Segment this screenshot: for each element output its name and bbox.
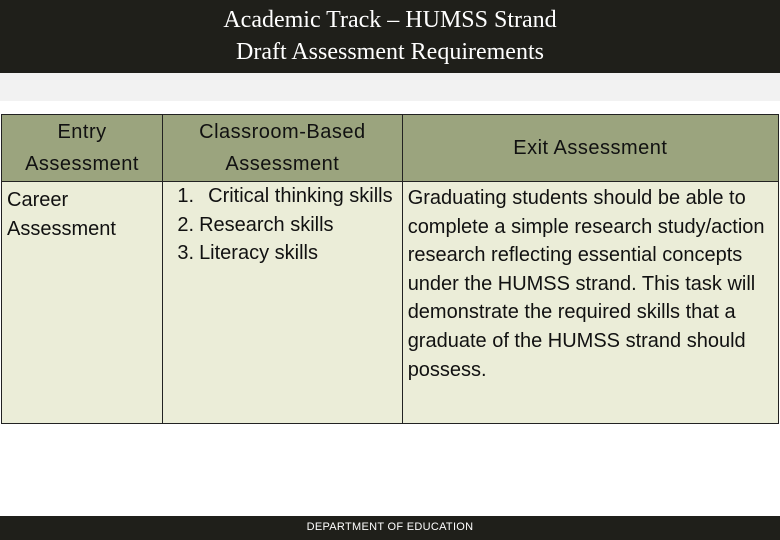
header-entry-assessment xyxy=(2,115,163,182)
header-classroom-assessment xyxy=(163,115,403,182)
list-item xyxy=(168,211,402,240)
classroom-assessment-cell xyxy=(163,182,403,424)
list-item-text: Critical thinking skills xyxy=(208,185,393,207)
header-classroom-line-1: Classroom-Based xyxy=(199,121,366,143)
list-item xyxy=(168,239,402,268)
header-entry-line-1: Entry xyxy=(57,121,107,143)
entry-body-line-1: Career xyxy=(7,189,69,211)
list-item-number: 1. xyxy=(177,185,195,207)
footer-bar xyxy=(0,516,780,540)
list-item-text: Research skills xyxy=(199,213,334,236)
slide-title xyxy=(0,0,780,73)
title-line-2: Draft Assessment Requirements xyxy=(236,39,544,65)
entry-body-line-2: Assessment xyxy=(7,217,116,240)
entry-assessment-cell xyxy=(2,182,163,424)
header-classroom-line-2: Assessment xyxy=(225,153,340,175)
skills-list xyxy=(163,182,402,268)
exit-assessment-text: Graduating students should be able to complete a simple research study/action research reflecting essential concepts under the HUMSS strand. This task will demonstrate the required skills that a graduate of the HUMSS strand should possess. xyxy=(407,187,765,381)
footer-text: DEPARTMENT OF EDUCATION xyxy=(306,521,474,533)
header-exit-assessment xyxy=(402,115,778,182)
list-item-number: 3. xyxy=(177,242,195,265)
list-item-number: 2. xyxy=(177,213,195,236)
assessment-requirements-table xyxy=(1,114,779,424)
table-body-row xyxy=(2,182,779,424)
header-entry-line-2: Assessment xyxy=(25,153,139,175)
header-exit-line-1: Exit Assessment xyxy=(513,137,668,159)
table-header-row xyxy=(2,115,779,182)
list-item xyxy=(168,182,402,211)
title-underbar xyxy=(0,73,780,101)
exit-assessment-cell xyxy=(402,182,778,424)
title-line-1: Academic Track – HUMSS Strand xyxy=(223,7,557,33)
list-item-text: Literacy skills xyxy=(199,242,318,265)
